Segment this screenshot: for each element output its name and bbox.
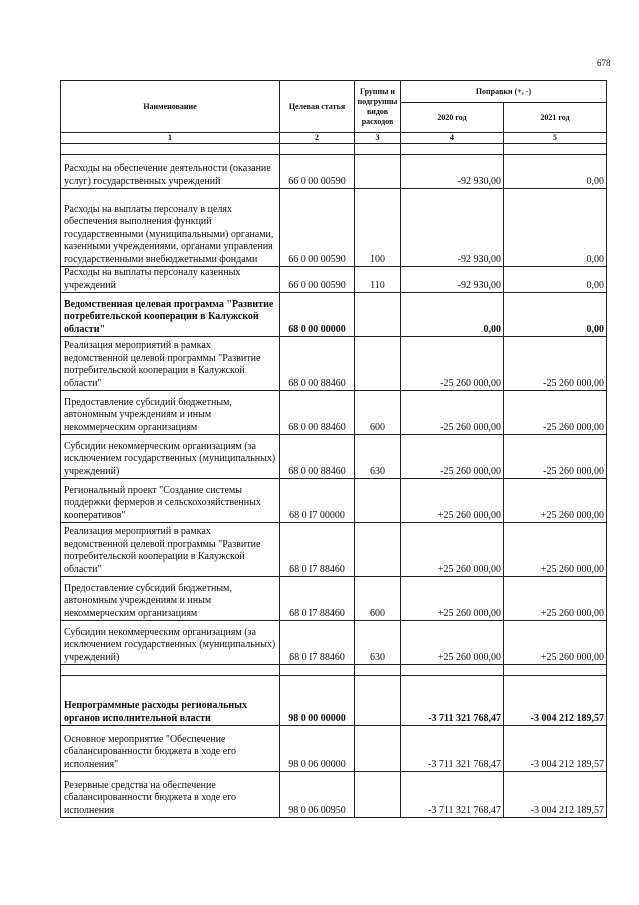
cell-name: Реализация мероприятий в рамках ведомственной целевой программы "Развитие потребительской кооперации в Калужской области" [61, 523, 280, 577]
cell-amount-2020: -25 260 000,00 [401, 391, 504, 435]
cell-code: 68 0 00 00000 [280, 293, 355, 337]
col-number: 2 [280, 133, 355, 144]
spacer-cell [355, 665, 401, 676]
col-number: 3 [355, 133, 401, 144]
spacer-cell [61, 665, 280, 676]
cell-amount-2021: -25 260 000,00 [504, 391, 607, 435]
page-number: 678 [597, 58, 611, 68]
cell-amount-2020: 0,00 [401, 293, 504, 337]
spacer-cell [401, 665, 504, 676]
cell-group [355, 155, 401, 189]
cell-amount-2020: -3 711 321 768,47 [401, 676, 504, 726]
spacer-row [61, 144, 607, 155]
spacer-cell [504, 665, 607, 676]
spacer-cell [401, 144, 504, 155]
table-row [61, 189, 607, 267]
header-corrections: Поправки (+, -) [401, 81, 607, 103]
cell-amount-2020: -92 930,00 [401, 267, 504, 293]
cell-amount-2021: 0,00 [504, 155, 607, 189]
cell-name: Региональный проект "Создание системы поддержки фермеров и сельскохозяйственных кооперативов" [61, 479, 280, 523]
cell-code: 68 0 00 88460 [280, 337, 355, 391]
cell-amount-2020: +25 260 000,00 [401, 523, 504, 577]
spacer-cell [355, 144, 401, 155]
cell-amount-2021: -3 004 212 189,57 [504, 676, 607, 726]
cell-group: 600 [355, 577, 401, 621]
table-body [61, 144, 607, 818]
cell-amount-2021: +25 260 000,00 [504, 621, 607, 665]
cell-code: 66 0 00 00590 [280, 267, 355, 293]
table-row [61, 772, 607, 818]
table-row [61, 391, 607, 435]
header-name: Наименование [61, 81, 280, 133]
table-row [61, 293, 607, 337]
spacer-cell [61, 144, 280, 155]
cell-group: 630 [355, 621, 401, 665]
header-groups: Группы и подгруппы видов расходов [355, 81, 401, 133]
cell-amount-2021: -25 260 000,00 [504, 337, 607, 391]
cell-code: 66 0 00 00590 [280, 189, 355, 267]
table-row [61, 676, 607, 726]
spacer-cell [504, 144, 607, 155]
cell-amount-2021: 0,00 [504, 189, 607, 267]
cell-name: Предоставление субсидий бюджетным, автономным учреждениям и иным некоммерческим организациям [61, 391, 280, 435]
cell-amount-2020: +25 260 000,00 [401, 621, 504, 665]
cell-amount-2020: -92 930,00 [401, 155, 504, 189]
table-row [61, 155, 607, 189]
cell-code: 68 0 00 88460 [280, 391, 355, 435]
cell-name: Реализация мероприятий в рамках ведомственной целевой программы "Развитие потребительской кооперации в Калужской области" [61, 337, 280, 391]
cell-amount-2020: -3 711 321 768,47 [401, 726, 504, 772]
col-number: 4 [401, 133, 504, 144]
cell-code: 68 0 I7 88460 [280, 621, 355, 665]
table-row [61, 267, 607, 293]
cell-amount-2021: 0,00 [504, 267, 607, 293]
table-row [61, 577, 607, 621]
cell-name: Расходы на выплаты персоналу казенных учреждений [61, 267, 280, 293]
cell-name: Основное мероприятие "Обеспечение сбалансированности бюджета в ходе его исполнения" [61, 726, 280, 772]
spacer-cell [280, 665, 355, 676]
cell-amount-2021: -25 260 000,00 [504, 435, 607, 479]
cell-code: 68 0 00 88460 [280, 435, 355, 479]
cell-amount-2020: +25 260 000,00 [401, 577, 504, 621]
cell-amount-2021: +25 260 000,00 [504, 523, 607, 577]
cell-group: 630 [355, 435, 401, 479]
table-row [61, 435, 607, 479]
cell-amount-2020: -3 711 321 768,47 [401, 772, 504, 818]
header-2021: 2021 год [504, 103, 607, 133]
cell-name: Непрограммные расходы региональных органов исполнительной власти [61, 676, 280, 726]
cell-code: 98 0 00 00000 [280, 676, 355, 726]
table-row [61, 479, 607, 523]
cell-amount-2020: -92 930,00 [401, 189, 504, 267]
cell-group [355, 293, 401, 337]
cell-amount-2021: +25 260 000,00 [504, 479, 607, 523]
cell-name: Расходы на выплаты персоналу в целях обеспечения выполнения функций государственными (муниципальными) органами, казенными учреждениями, органами управления государственными внебюджетными фондами [61, 189, 280, 267]
spacer-row [61, 665, 607, 676]
cell-code: 98 0 06 00000 [280, 726, 355, 772]
cell-group [355, 479, 401, 523]
header-target: Целевая статья [280, 81, 355, 133]
budget-table [60, 80, 607, 818]
cell-amount-2021: 0,00 [504, 293, 607, 337]
cell-amount-2020: -25 260 000,00 [401, 337, 504, 391]
cell-group [355, 772, 401, 818]
cell-code: 68 0 I7 88460 [280, 523, 355, 577]
cell-group [355, 337, 401, 391]
cell-code: 68 0 I7 88460 [280, 577, 355, 621]
cell-name: Ведомственная целевая программа "Развитие потребительской кооперации в Калужской области" [61, 293, 280, 337]
cell-name: Субсидии некоммерческим организациям (за исключением государственных (муниципальных) учреждений) [61, 435, 280, 479]
cell-group [355, 726, 401, 772]
cell-amount-2021: +25 260 000,00 [504, 577, 607, 621]
cell-name: Расходы на обеспечение деятельности (оказание услуг) государственных учреждений [61, 155, 280, 189]
cell-amount-2020: -25 260 000,00 [401, 435, 504, 479]
cell-group: 110 [355, 267, 401, 293]
cell-name: Предоставление субсидий бюджетным, автономным учреждениям и иным некоммерческим организациям [61, 577, 280, 621]
col-number: 5 [504, 133, 607, 144]
cell-code: 66 0 00 00590 [280, 155, 355, 189]
cell-group: 600 [355, 391, 401, 435]
cell-name: Резервные средства на обеспечение сбалансированности бюджета в ходе его исполнения [61, 772, 280, 818]
cell-group [355, 523, 401, 577]
col-number: 1 [61, 133, 280, 144]
table-row [61, 523, 607, 577]
table-row [61, 726, 607, 772]
cell-group [355, 676, 401, 726]
cell-amount-2021: -3 004 212 189,57 [504, 726, 607, 772]
table-row [61, 621, 607, 665]
table-row [61, 337, 607, 391]
header-2020: 2020 год [401, 103, 504, 133]
cell-code: 68 0 I7 00000 [280, 479, 355, 523]
cell-name: Субсидии некоммерческим организациям (за исключением государственных (муниципальных) учреждений) [61, 621, 280, 665]
cell-amount-2021: -3 004 212 189,57 [504, 772, 607, 818]
cell-code: 98 0 06 00950 [280, 772, 355, 818]
spacer-cell [280, 144, 355, 155]
cell-amount-2020: +25 260 000,00 [401, 479, 504, 523]
cell-group: 100 [355, 189, 401, 267]
